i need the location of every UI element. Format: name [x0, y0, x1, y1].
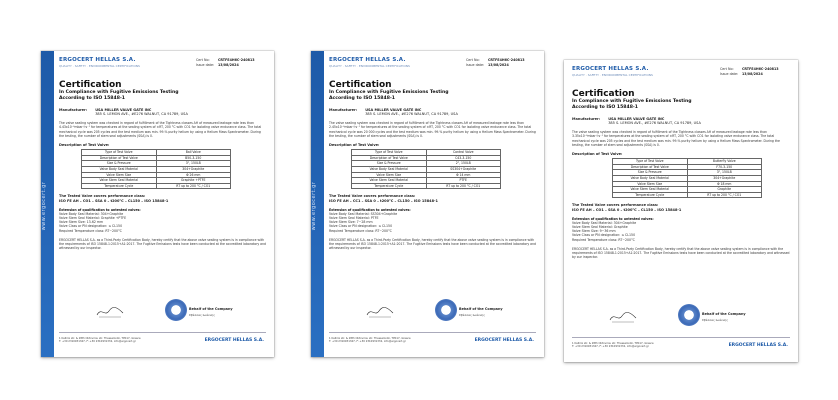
- spec-value: PTFE: [426, 178, 501, 184]
- manufacturer-label: Manufacturer:: [59, 108, 88, 112]
- spec-key: Type of Test Valve: [613, 159, 688, 165]
- spec-key: Valve Stem Size: [352, 172, 427, 178]
- cert-title: Certification: [572, 89, 635, 99]
- spec-key: Valve Body Seal Material: [352, 166, 427, 172]
- brand-logo: ERGOCERT HELLAS S.A.: [329, 57, 406, 63]
- ext-line: Valve Body Seal Material: SS304+Graphite: [329, 211, 398, 216]
- cert-subtitle-1: In Compliance with Fugitive Emissions Testing: [329, 90, 449, 95]
- perf-line: ISO FE AH – CO1 – SSA 0 – t200°C – CL150 – ISO 15848-1: [59, 198, 169, 203]
- intro-paragraph: The valve sealing system was checked in regard of fulfillment of the Tightness classes AH of measured leakage rate less than 3.35x10⁻⁶mbar·l·s⁻¹ for temperatures at the sealing system of ±RT, 200 °C with CO1 for isolating valve endurance class. The total mechanical cycle was 205 cycles and the test medium was min. 99.% purity helium by using a Helium Mass Spectrometer. During the testing, the number of stem seal adjustments (SSA) is 0.: [572, 130, 780, 147]
- spec-value: Ball Valve: [156, 150, 231, 156]
- cert-subtitle-1: In Compliance with Fugitive Emissions Testing: [59, 90, 179, 95]
- spec-value: Φ 26 mm: [156, 172, 231, 178]
- sig-name: Σβέλλας Ιωάννης: [702, 318, 729, 322]
- spec-value: 3", 150LB: [156, 161, 231, 167]
- footer: [329, 332, 536, 351]
- seal-stamp: [678, 304, 700, 326]
- ext-line: Valve Stem Seal Material: PTFE: [329, 215, 379, 220]
- footer-contact: T: +30 2310931347, F: +30 2310931332, info@ergocert.gr: [329, 340, 406, 344]
- ext-line: Required Temperature class: RT~200°C: [329, 228, 392, 233]
- spec-value: RT up to 200 °C / CO1: [156, 183, 231, 189]
- issue-date: 13/08/2024: [742, 72, 763, 77]
- ext-line: Valve Body Seal Material: 304+Graphite: [59, 211, 124, 216]
- brand-subtitle: QUALITY · SAFETY · ENVIRONMENTAL CERTIFICATIONS: [329, 64, 410, 68]
- closing-paragraph: ERGOCERT HELLAS S.A. as a Third-Party Certification Body, hereby certify that the above valve sealing system is in compliance with the requirements of ISO 15848-1:2015+A1:2017. The Fugitive Emissions tests have been conducted at the accredited laboratory and witnessed by our inspector.: [572, 246, 790, 260]
- cert-meta: [720, 67, 790, 77]
- spec-key: Type of Test Valve: [82, 150, 157, 156]
- spec-value: 3", 150LB: [687, 170, 762, 176]
- cert-title: Certification: [59, 80, 122, 90]
- spec-key: Valve Stem Size: [82, 172, 157, 178]
- spec-key: Size & Pressure: [352, 161, 427, 167]
- ext-header: Extension of qualification to untested valves:: [59, 207, 141, 212]
- signature-image: [365, 305, 395, 319]
- spec-key: Size & Pressure: [82, 161, 157, 167]
- footer-address: 1 Kalliroi str. & 28th Oktovriou str. Thessaloniki, TPK17, Greece: [572, 342, 654, 345]
- side-band: [41, 51, 54, 357]
- spec-value: RT up to 200 °C / CO1: [687, 192, 762, 198]
- performance-class: [572, 203, 790, 212]
- spec-table: [81, 149, 231, 189]
- cert-meta: [196, 58, 266, 68]
- cert-no: CRTFE4H6C-240813: [488, 58, 525, 62]
- issue-date: 13/08/2024: [488, 63, 509, 68]
- footer: [59, 332, 266, 351]
- footer-address: 1 Kalliroi str. & 28th Oktovriou str. Thessaloniki, TPK17, Greece: [59, 337, 141, 340]
- spec-value: 304+Graphite: [156, 166, 231, 172]
- manufacturer-address: 385 S. LEMON AVE., #E276 WALNUT, CA 91789, USA: [95, 112, 188, 116]
- spec-key: Description of Test Valve: [352, 155, 427, 161]
- spec-value: Control Valve: [426, 150, 501, 156]
- ext-line: Required Temperature class: RT~200°C: [572, 237, 635, 242]
- certificate-3: [564, 60, 798, 362]
- spec-value: C43-3-150: [426, 155, 501, 161]
- spec-key: Temperature Cycle: [352, 183, 427, 189]
- manufacturer: [59, 108, 266, 116]
- ext-header: Extension of qualification to untested valves:: [329, 207, 411, 212]
- perf-header: The Tested Valve covers performance class:: [59, 194, 146, 199]
- ext-line: Valve Class or PN designation: ≤ CL150: [572, 233, 636, 238]
- ext-line: Valve Class or PN designation: ≤ CL150: [59, 224, 123, 229]
- manufacturer-name: USA MILLER VALVE GATE INC: [365, 108, 422, 112]
- issue-date: 13/08/2024: [218, 63, 239, 68]
- spec-key: Temperature Cycle: [82, 183, 157, 189]
- spec-value: 2", 150LB: [426, 161, 501, 167]
- cert-no: CRTFE4H6C-240813: [742, 67, 779, 71]
- cert-subtitle-2: According to ISO 15848-1: [59, 96, 126, 101]
- intro-paragraph: The valve sealing system was checked in regard of fulfillment of the Tightness classes AH of measured leakage rate less than 2.45x10⁻⁶mbar·l·s⁻¹ for temperatures at the sealing system of ±RT, 200 °C with CO1 for isolating valve endurance class. The total mechanical cycle was 20 000 cycles and the test medium was min. 99.% purity helium by using a Helium Mass Spectrometer. During the testing, the number of stem seal adjustments (SSA) is 0.: [329, 121, 536, 138]
- manufacturer-address: 385 S. LEMON AVE., #E276 WALNUT, CA 91789, USA: [608, 121, 701, 125]
- ext-line: Required Temperature class: RT~200°C: [59, 228, 122, 233]
- closing-paragraph: ERGOCERT HELLAS S.A. as a Third-Party Certification Body, hereby certify that the above valve sealing system is in compliance with the requirements of ISO 15848-1:2015+A1:2017. The Fugitive Emissions tests have been conducted at the accredited laboratory and witnessed by our inspector.: [329, 237, 536, 251]
- spec-key: Valve Stem Seal Material: [613, 187, 688, 193]
- cert-subtitle-2: According to ISO 15848-1: [572, 105, 639, 110]
- manufacturer-label: Manufacturer:: [329, 108, 358, 112]
- sig-label: Behalf of the Company: [189, 307, 233, 311]
- sig-label: Behalf of the Company: [459, 307, 503, 311]
- desc-header: Description of Test Valve:: [59, 143, 110, 148]
- ext-header: Extension of qualification to untested valves:: [572, 216, 654, 221]
- footer-brand: ERGOCERT HELLAS S.A.: [474, 338, 534, 343]
- spec-value: F70-3-150: [687, 164, 762, 170]
- cert-no-label: Cert No:: [720, 67, 734, 71]
- cert-no-label: Cert No:: [466, 58, 480, 62]
- closing-paragraph: ERGOCERT HELLAS S.A. as a Third-Party Certification Body, hereby certify that the above valve sealing system is in compliance with the requirements of ISO 15848-1:2015+A1:2017. The Fugitive Emissions tests have been conducted at the accredited laboratory and witnessed by our inspector.: [59, 237, 266, 251]
- perf-header: The Tested Valve covers performance class:: [329, 194, 416, 199]
- date-label: Issue date:: [196, 63, 215, 68]
- table-row: [352, 183, 501, 189]
- ext-line: Valve Stem Seal Material: Graphite: [572, 224, 628, 229]
- footer-brand: ERGOCERT HELLAS S.A.: [728, 343, 788, 348]
- signature-image: [95, 305, 125, 319]
- spec-table: [612, 158, 762, 198]
- sig-label: Behalf of the Company: [702, 312, 746, 316]
- perf-line: ISO FE AH – CO1 – SSA 0 – t200°C – CL150 – ISO 15848-1: [572, 207, 682, 212]
- spec-key: Valve Stem Size: [613, 181, 688, 187]
- spec-value: B50-3-150: [156, 155, 231, 161]
- brand-subtitle: QUALITY · SAFETY · ENVIRONMENTAL CERTIFICATIONS: [572, 73, 653, 77]
- side-url: www.ergocert.gr: [311, 181, 317, 231]
- brand-subtitle: QUALITY · SAFETY · ENVIRONMENTAL CERTIFICATIONS: [59, 64, 140, 68]
- perf-line: ISO FE AH – CC1 – SSA 0 – t200°C – CL150 – ISO 15848-1: [329, 198, 438, 203]
- spec-key: Type of Test Valve: [352, 150, 427, 156]
- ext-line: Valve Body Seal Material: 304+Graphite: [572, 220, 637, 225]
- spec-key: Description of Test Valve: [613, 164, 688, 170]
- ext-line: Valve Stem Size: 7~28 mm: [329, 220, 373, 225]
- date-label: Issue date:: [466, 63, 485, 68]
- sig-name: Σβέλλας Ιωάννης: [459, 313, 486, 317]
- side-url: www.ergocert.gr: [41, 181, 47, 231]
- spec-key: Size & Pressure: [613, 170, 688, 176]
- brand-logo: ERGOCERT HELLAS S.A.: [572, 66, 649, 72]
- extension: [572, 217, 790, 242]
- cert-no: CRTFE4H6C-240813: [218, 58, 255, 62]
- extension: [59, 208, 266, 233]
- seal-stamp: [165, 299, 187, 321]
- footer-address: 1 Kalliroi str. & 28th Oktovriou str. Thessaloniki, TPK17, Greece: [329, 337, 411, 340]
- table-row: [613, 192, 762, 198]
- performance-class: [59, 194, 266, 203]
- signatures: [59, 299, 266, 329]
- cert-subtitle-1: In Compliance with Fugitive Emissions Testing: [572, 99, 692, 104]
- spec-value: 304+Graphite: [687, 175, 762, 181]
- side-band: [311, 51, 324, 357]
- manufacturer: [329, 108, 536, 116]
- spec-value: Butterfly Valve: [687, 159, 762, 165]
- footer-contact: T: +30 2310931347, F: +30 2310931332, info@ergocert.gr: [572, 345, 649, 349]
- footer: [572, 337, 790, 356]
- ext-line: Valve Stem Seal Material: Graphite +PTFE: [59, 215, 127, 220]
- spec-key: Valve Body Seal Material: [613, 175, 688, 181]
- brand-logo: ERGOCERT HELLAS S.A.: [59, 57, 136, 63]
- intro-paragraph: The valve sealing system was checked in regard of fulfillment of the Tightness classes AH of measured leakage rate less than 4.43x10⁻⁶mbar·l·s⁻¹ for temperatures at the sealing system of ±RT, 200 °C with CO1 for isolating valve endurance class. The total mechanical cycle was 205 cycles and the test medium was min. 99.% purity helium by using a Helium Mass Spectrometer. During the testing, the number of stem seal adjustments (SSA) is 0.: [59, 121, 262, 138]
- manufacturer: [572, 117, 790, 125]
- spec-table: [351, 149, 501, 189]
- spec-key: Valve Stem Seal Material: [352, 178, 427, 184]
- cert-subtitle-2: According to ISO 15848-1: [329, 96, 396, 101]
- extension: [329, 208, 536, 233]
- desc-header: Description of Test Valve:: [572, 152, 623, 157]
- desc-header: Description of Test Valve:: [329, 143, 380, 148]
- ext-line: Valve Class or PN designation: ≤ CL150: [329, 224, 393, 229]
- certificate-1: [41, 51, 274, 357]
- spec-key: Valve Body Seal Material: [82, 166, 157, 172]
- sig-name: Σβέλλας Ιωάννης: [189, 313, 216, 317]
- spec-value: Φ 18 mm: [687, 181, 762, 187]
- perf-header: The Tested Valve covers performance class:: [572, 203, 659, 208]
- spec-value: SS304+Graphite: [426, 166, 501, 172]
- signatures: [572, 304, 790, 334]
- spec-value: Graphite: [687, 187, 762, 193]
- cert-meta: [466, 58, 536, 68]
- date-label: Issue date:: [720, 72, 739, 77]
- table-row: [82, 183, 231, 189]
- spec-value: RT up to 200 °C / CO1: [426, 183, 501, 189]
- footer-contact: T: +30 2310931347, F: +30 2310931332, info@ergocert.gr: [59, 340, 136, 344]
- manufacturer-name: USA MILLER VALVE GATE INC: [95, 108, 152, 112]
- performance-class: [329, 194, 536, 203]
- spec-key: Description of Test Valve: [82, 155, 157, 161]
- certificate-2: [311, 51, 544, 357]
- manufacturer-address: 385 S. LEMON AVE., #E276 WALNUT, CA 91789, USA: [365, 112, 458, 116]
- spec-key: Temperature Cycle: [613, 192, 688, 198]
- ext-line: Valve Stem Size: 9~36 mm: [572, 229, 616, 234]
- spec-key: Valve Stem Seal Material: [82, 178, 157, 184]
- seal-stamp: [435, 299, 457, 321]
- ext-line: Valve Stem Size: 13-62 mm: [59, 220, 104, 225]
- manufacturer-label: Manufacturer:: [572, 117, 601, 121]
- cert-no-label: Cert No:: [196, 58, 210, 62]
- footer-brand: ERGOCERT HELLAS S.A.: [204, 338, 264, 343]
- cert-title: Certification: [329, 80, 392, 90]
- signature-image: [608, 310, 638, 324]
- signatures: [329, 299, 536, 329]
- spec-value: Graphite +PTFE: [156, 178, 231, 184]
- manufacturer-name: USA MILLER VALVE GATE INC: [608, 117, 665, 121]
- spec-value: Φ 14 mm: [426, 172, 501, 178]
